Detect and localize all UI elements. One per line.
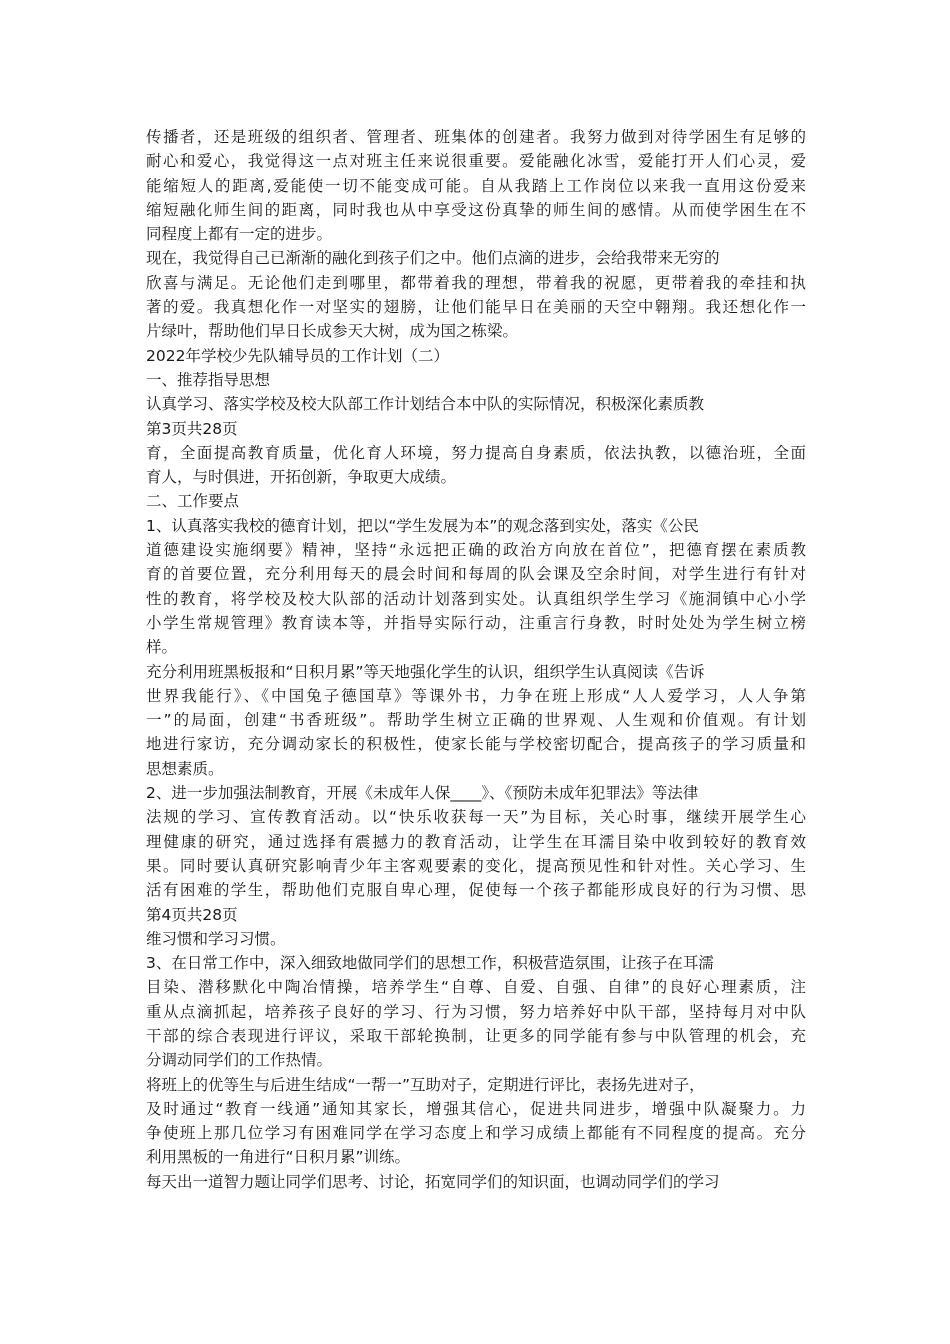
text-line: 争使班上那几位学习有困难同学在学习态度上和学习成绩上都能有不同程度的提高。充分 [146, 1124, 806, 1143]
text-line: 重从点滴抓起，培养孩子良好的学习、行为习惯，努力培养好中队干部，坚持每月对中队 [146, 1002, 806, 1021]
text-line: 性的教育，将学校及校大队部的活动计划落到实处。认真组织学生学习《施洞镇中心小学 [146, 589, 806, 608]
text-line: 2、进一步加强法制教育，开展《未成年人保____》、《预防未成年犯罪法》等法律 [146, 784, 699, 803]
text-line: 小学生常规管理》教育读本等，并指导实际行动，注重言行身教，时时处处为学生树立榜 [146, 613, 806, 632]
text-line: 干部的综合表现进行评议，采取干部轮换制，让更多的同学能有参与中队管理的机会，充 [146, 1026, 806, 1045]
text-line: 一”的局面，创建“书香班级”。帮助学生树立正确的世界观、人生观和价值观。有计划 [146, 711, 806, 730]
text-line: 充分利用班黑板报和“日积月累”等天地强化学生的认识，组织学生认真阅读《告诉 [146, 662, 705, 681]
text-line: 欣喜与满足。无论他们走到哪里，都带着我的理想，带着我的祝愿，更带着我的牵挂和执 [146, 273, 806, 292]
text-line: 每天出一道智力题让同学们思考、讨论，拓宽同学们的知识面，也调动同学们的学习 [146, 1172, 720, 1191]
page-number: 第3页共28页 [146, 419, 238, 438]
text-line: 道德建设实施纲要》精神，坚持“永远把正确的政治方向放在首位”，把德育摆在素质教 [146, 541, 806, 560]
text-line: 育，全面提高教育质量，优化育人环境，努力提高自身素质，依法执教，以德治班，全面 [146, 443, 806, 462]
text-line: 缩短融化师生间的距离，同时我也从中享受这份真挚的师生间的感情。从而使学困生在不 [146, 200, 806, 219]
section-heading: 2022年学校少先队辅导员的工作计划（二） [146, 346, 449, 365]
text-line: 世界我能行》、《中国兔子德国草》等课外书，力争在班上形成“人人爱学习，人人争第 [146, 686, 806, 705]
text-line: 同程度上都有一定的进步。 [146, 225, 333, 244]
text-line: 认真学习、落实学校及校大队部工作计划结合本中队的实际情况，积极深化素质教 [146, 395, 705, 414]
section-heading: 二、工作要点 [146, 492, 240, 511]
text-line: 维习惯和学习习惯。 [146, 929, 286, 948]
text-line: 法规的学习、宣传教育活动。以“快乐收获每一天”为目标，关心时事，继续开展学生心 [146, 808, 806, 827]
text-line: 活有困难的学生，帮助他们克服自卑心理，促使每一个孩子都能形成良好的行为习惯、思 [146, 881, 806, 900]
text-line: 目染、潜移默化中陶冶情操，培养学生“自尊、自爱、自强、自律”的良好心理素质，注 [146, 978, 806, 997]
text-line: 理健康的研究，通过选择有震撼力的教育活动，让学生在耳濡目染中收到较好的教育效 [146, 832, 806, 851]
text-line: 传播者，还是班级的组织者、管理者、班集体的创建者。我努力做到对待学困生有足够的 [146, 128, 806, 146]
text-line: 地进行家访，充分调动家长的积极性，使家长能与学校密切配合，提高孩子的学习质量和 [146, 735, 806, 754]
text-line: 能缩短人的距离,爱能使一切不能变成可能。自从我踏上工作岗位以来我一直用这份爱来 [146, 176, 806, 195]
text-line: 3、在日常工作中，深入细致地做同学们的思想工作，积极营造氛围，让孩子在耳濡 [146, 954, 714, 973]
text-line: 著的爱。我真想化作一对坚实的翅膀，让他们能早日在美丽的天空中翱翔。我还想化作一 [146, 298, 806, 317]
text-line: 育的首要位置，充分利用每天的晨会时间和每周的队会课及空余时间，对学生进行有针对 [146, 565, 806, 584]
text-line: 利用黑板的一角进行“日积月累”训练。 [146, 1148, 411, 1167]
text-line: 耐心和爱心，我觉得这一点对班主任来说很重要。爱能融化冰雪，爱能打开人们心灵，爱 [146, 152, 806, 171]
text-line: 分调动同学们的工作热情。 [146, 1051, 333, 1070]
page-number: 第4页共28页 [146, 905, 238, 924]
text-line: 样。 [146, 638, 178, 657]
text-line: 将班上的优等生与后进生结成“一帮一”互助对子，定期进行评比，表扬先进对子， [146, 1075, 705, 1094]
text-line: 及时通过“教育一线通”通知其家长，增强其信心，促进共同进步，增强中队凝聚力。力 [146, 1099, 806, 1118]
text-line: 片绿叶，帮助他们早日长成参天大树，成为国之栋梁。 [146, 322, 519, 341]
text-line: 1、认真落实我校的德育计划，把以“学生发展为本”的观念落到实处，落实《公民 [146, 516, 699, 535]
document-body [146, 125, 806, 1194]
text-line: 果。同时要认真研究影响青少年主客观要素的变化，提高预见性和针对性。关心学习、生 [146, 856, 806, 875]
section-heading: 一、推荐指导思想 [146, 370, 271, 389]
text-line: 思想素质。 [146, 759, 224, 778]
text-line: 育人，与时俱进，开拓创新，争取更大成绩。 [146, 468, 457, 487]
text-line: 现在，我觉得自己已渐渐的融化到孩子们之中。他们点滴的进步，会给我带来无穷的 [146, 249, 720, 268]
